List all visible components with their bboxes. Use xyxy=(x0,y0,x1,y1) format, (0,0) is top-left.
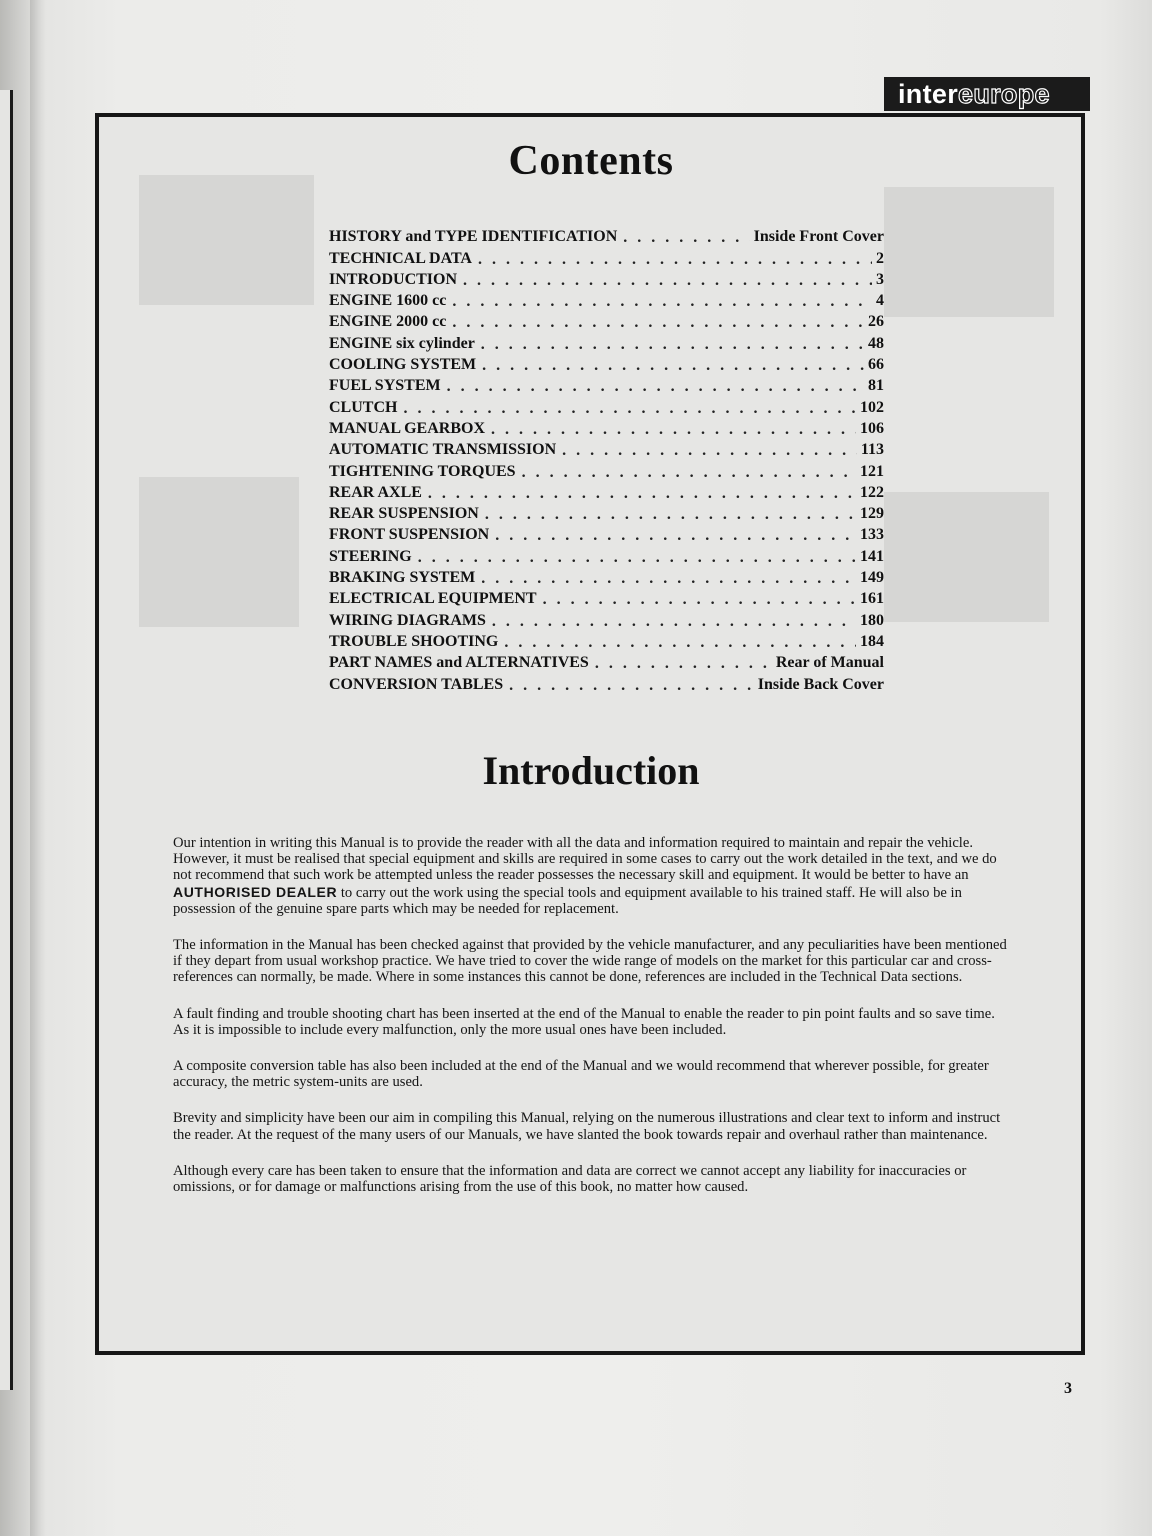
intro-paragraph-2: The information in the Manual has been checked against that provided by the vehicle manufacturer, and any peculiarities have been mentioned if they depart from usual workshop practice. We have tried to cover the wide range of models on the market for this particular car and cross-references can normally, be made. Where in some instances this cannot be done, references are included in the Technical Data sections. xyxy=(173,937,1007,986)
toc-entry-label: STEERING xyxy=(329,547,412,565)
toc-entry-label: WIRING DIAGRAMS xyxy=(329,611,486,629)
toc-leader-dots xyxy=(623,230,749,246)
toc-entry xyxy=(329,289,884,310)
toc-leader-dots xyxy=(418,550,856,566)
toc-leader-dots xyxy=(509,678,754,694)
toc-leader-dots xyxy=(463,273,872,289)
toc-entry xyxy=(329,225,884,246)
toc-leader-dots xyxy=(492,614,856,630)
toc-entry-label: MANUAL GEARBOX xyxy=(329,419,486,437)
toc-entry-label: ENGINE six cylinder xyxy=(329,334,475,352)
show-through-image xyxy=(884,187,1054,317)
toc-entry-page: 26 xyxy=(868,313,884,331)
intro-paragraph-3: A fault finding and trouble shooting chart has been inserted at the end of the Manual to enable the reader to pin point faults and so save time. As it is impossible to include every malfunction, only the more usual ones have been included. xyxy=(173,1005,995,1038)
toc-entry-label: COOLING SYSTEM xyxy=(329,356,477,374)
page-number: 3 xyxy=(1064,1380,1072,1397)
toc-entry xyxy=(329,395,884,416)
toc-entry-label: FRONT SUSPENSION xyxy=(329,526,490,544)
toc-leader-dots xyxy=(447,379,864,395)
toc-leader-dots xyxy=(522,465,856,481)
toc-entry xyxy=(329,268,884,289)
toc-leader-dots xyxy=(481,337,864,353)
toc-entry-label: ENGINE 1600 cc xyxy=(329,292,447,310)
introduction-text xyxy=(173,835,1011,1215)
toc-entry xyxy=(329,630,884,651)
toc-entry-label: ELECTRICAL EQUIPMENT xyxy=(329,590,537,608)
toc-leader-dots xyxy=(491,422,856,438)
toc-entry-page: 113 xyxy=(860,441,884,459)
toc-entry-page: 184 xyxy=(860,632,884,650)
toc-entry xyxy=(329,438,884,459)
toc-entry xyxy=(329,587,884,608)
authorised-dealer-text: AUTHORISED DEALER xyxy=(173,883,338,900)
toc-entry-page: Inside Back Cover xyxy=(757,675,884,693)
toc-entry xyxy=(329,417,884,438)
toc-leader-dots xyxy=(478,252,872,268)
toc-leader-dots xyxy=(504,635,856,651)
toc-entry-label: CLUTCH xyxy=(329,398,398,416)
toc-entry-page: Rear of Manual xyxy=(775,654,884,672)
show-through-image xyxy=(884,492,1049,622)
toc-entry-label: AUTOMATIC TRANSMISSION xyxy=(329,441,557,459)
show-through-image xyxy=(139,477,299,627)
intro-paragraph-4: A composite conversion table has also been included at the end of the Manual and we would recommend that wherever possible, for greater accuracy, the metric system-units are used. xyxy=(173,1058,989,1091)
toc-leader-dots xyxy=(428,486,856,502)
toc-entry xyxy=(329,502,884,523)
toc-entry-label: INTRODUCTION xyxy=(329,270,458,288)
table-of-contents xyxy=(329,225,884,694)
toc-leader-dots xyxy=(452,315,864,331)
toc-entry-page: 106 xyxy=(860,419,884,437)
toc-entry-page: 141 xyxy=(860,547,884,565)
intro-paragraph-1 xyxy=(173,835,1011,917)
toc-entry xyxy=(329,353,884,374)
toc-leader-dots xyxy=(485,507,856,523)
toc-entry-page: 129 xyxy=(860,505,884,523)
toc-entry-label: BRAKING SYSTEM xyxy=(329,569,476,587)
toc-leader-dots xyxy=(495,528,856,544)
toc-entry-label: PART NAMES and ALTERNATIVES xyxy=(329,654,589,672)
toc-leader-dots xyxy=(595,656,772,672)
content-frame xyxy=(95,113,1085,1355)
toc-entry-page: 102 xyxy=(860,398,884,416)
toc-entry-page: 121 xyxy=(860,462,884,480)
toc-entry-page: 4 xyxy=(876,292,884,310)
toc-leader-dots xyxy=(562,443,857,459)
toc-entry-page: 133 xyxy=(860,526,884,544)
toc-entry-label: TIGHTENING TORQUES xyxy=(329,462,516,480)
logo-text-inter: inter xyxy=(898,78,959,109)
toc-leader-dots xyxy=(482,358,864,374)
toc-entry xyxy=(329,566,884,587)
toc-entry-label: CONVERSION TABLES xyxy=(329,675,504,693)
toc-entry-page: Inside Front Cover xyxy=(753,228,884,246)
toc-entry xyxy=(329,672,884,693)
toc-entry xyxy=(329,246,884,267)
intro-p1-start: Our intention in writing this Manual is to provide the reader with all the data and information required to maintain and repair the vehicle. However, it must be realised that special equipment and skills are required in some cases to carry out the work detailed in the text, and we do not recommend that such work be attempted unless the reader possesses the necessary skill and equipment. It would be better to have an xyxy=(173,835,997,884)
intro-p1-end: to carry out the work using the special tools and equipment available to his trained staff. He will also be in possession of the genuine spare parts which may be needed for replacement. xyxy=(173,884,962,917)
logo-text-europe: europe xyxy=(958,78,1050,109)
toc-entry-page: 180 xyxy=(860,611,884,629)
toc-entry-page: 3 xyxy=(876,270,884,288)
toc-entry-label: FUEL SYSTEM xyxy=(329,377,441,395)
toc-entry xyxy=(329,651,884,672)
intro-paragraph-5: Brevity and simplicity have been our aim in compiling this Manual, relying on the numerous illustrations and clear text to inform and instruct the reader. At the request of the many users of our Manuals, we have slanted the book towards repair and overhaul rather than maintenance. xyxy=(173,1110,1001,1143)
show-through-image xyxy=(139,175,314,305)
toc-entry-label: TROUBLE SHOOTING xyxy=(329,632,499,650)
toc-entry-page: 2 xyxy=(876,249,884,267)
page-fold-shadow xyxy=(30,0,46,1536)
contents-heading: Contents xyxy=(508,138,674,184)
toc-entry xyxy=(329,310,884,331)
toc-leader-dots xyxy=(452,294,872,310)
toc-entry-label: ENGINE 2000 cc xyxy=(329,313,447,331)
toc-entry-label: REAR SUSPENSION xyxy=(329,505,479,523)
toc-entry-label: REAR AXLE xyxy=(329,483,422,501)
toc-entry-page: 149 xyxy=(860,569,884,587)
toc-entry-label: TECHNICAL DATA xyxy=(329,249,472,267)
toc-leader-dots xyxy=(481,571,856,587)
toc-entry xyxy=(329,481,884,502)
left-page-edge xyxy=(0,90,13,1390)
toc-entry-label: HISTORY and TYPE IDENTIFICATION xyxy=(329,228,618,246)
toc-entry xyxy=(329,523,884,544)
intro-paragraph-6: Although every care has been taken to ensure that the information and data are correct we cannot accept any liability for inaccuracies or omissions, or for damage or malfunctions arising from the use of this book, no matter how caused. xyxy=(173,1162,967,1196)
toc-entry-page: 122 xyxy=(860,483,884,501)
toc-entry xyxy=(329,331,884,352)
toc-entry-page: 81 xyxy=(868,377,884,395)
toc-entry-page: 161 xyxy=(860,590,884,608)
toc-entry-page: 66 xyxy=(868,356,884,374)
toc-entry xyxy=(329,459,884,480)
toc-entry xyxy=(329,374,884,395)
publisher-logo xyxy=(884,77,1090,111)
introduction-heading: Introduction xyxy=(482,748,700,793)
toc-leader-dots xyxy=(403,401,856,417)
toc-leader-dots xyxy=(543,592,856,608)
toc-entry xyxy=(329,608,884,629)
toc-entry-page: 48 xyxy=(868,334,884,352)
toc-entry xyxy=(329,544,884,565)
